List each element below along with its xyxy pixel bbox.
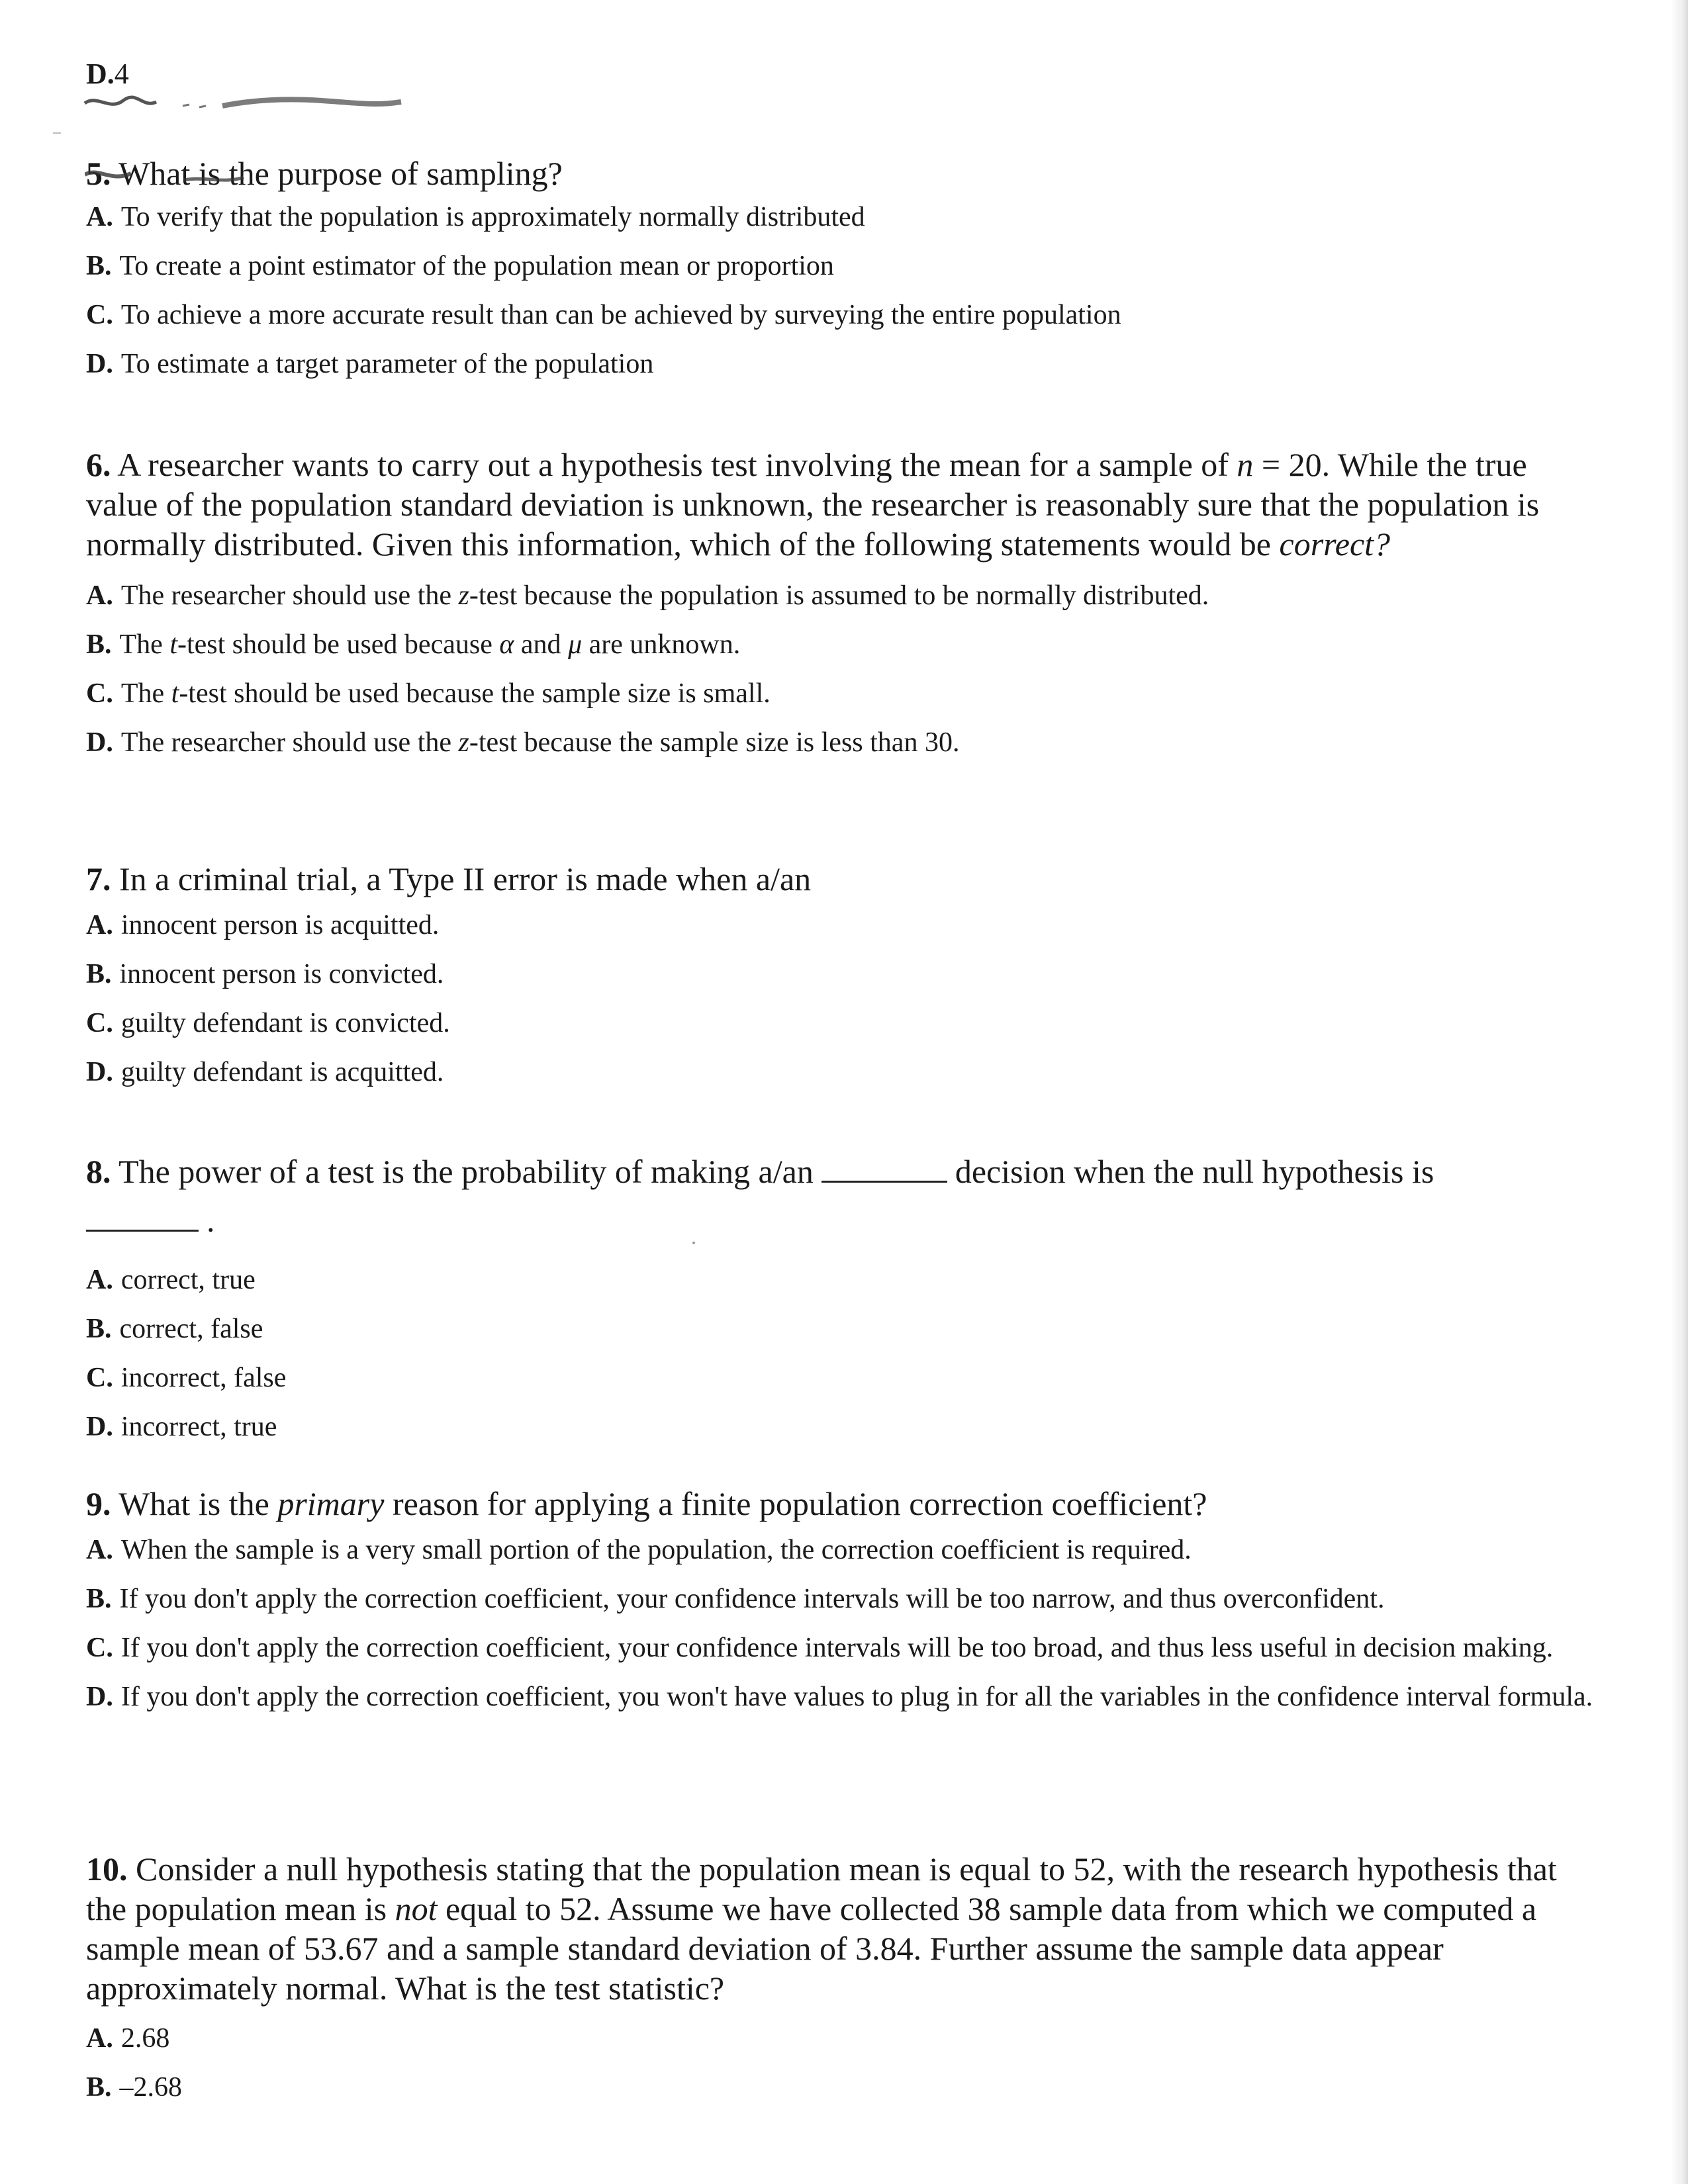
option-d: [86, 1410, 1602, 1444]
scan-speck: [692, 1242, 695, 1244]
option-text: guilty defendant is acquitted.: [120, 1057, 444, 1087]
option-b: [86, 957, 1602, 991]
option-text-part: -test because the population is assumed to be normally distributed.: [469, 580, 1209, 611]
option-letter: A.: [86, 1265, 113, 1295]
option-text: guilty defendant is convicted.: [120, 1008, 450, 1038]
option-letter: D.: [86, 349, 113, 379]
option-text-part: The: [120, 678, 171, 709]
option-text-part: -test because the sample size is less than 30.: [469, 727, 960, 758]
option-d: [86, 347, 1602, 381]
option-d: [86, 1055, 1602, 1089]
option-letter: D.: [86, 1682, 113, 1712]
option-b: [86, 1582, 1602, 1616]
variable-z: z: [458, 727, 469, 758]
question-6: [86, 445, 1602, 760]
option-d: [86, 1680, 1602, 1714]
option-b: [86, 2070, 1602, 2105]
option-text: If you don't apply the correction coefficient, your confidence intervals will be too broad, and thus less useful in decision making.: [120, 1633, 1554, 1663]
option-letter: B.: [86, 1584, 112, 1614]
option-letter: A.: [86, 2023, 113, 2054]
option-letter: B.: [86, 1314, 112, 1344]
variable-t: t: [169, 629, 177, 660]
option-text-part: are unknown.: [582, 629, 741, 660]
question-6-stem: [86, 445, 1602, 564]
emphasis-primary: primary: [277, 1485, 385, 1522]
option-text: –2.68: [119, 2072, 183, 2103]
question-text-part: A researcher wants to carry out a hypothesis test involving the mean for a sample of: [117, 446, 1237, 483]
option-text: To estimate a target parameter of the population: [120, 349, 654, 379]
option-text: innocent person is convicted.: [119, 959, 444, 989]
option-c: [86, 1361, 1602, 1395]
option-text: correct, false: [119, 1314, 263, 1344]
option-text: When the sample is a very small portion of the population, the correction coefficient is required.: [120, 1535, 1192, 1565]
question-text-part: The power of a test is the probability of making a/an: [118, 1153, 814, 1190]
option-text: To create a point estimator of the population mean or proportion: [119, 251, 834, 281]
option-text-part: and: [514, 629, 569, 660]
answer-blank-2: [86, 1203, 199, 1232]
option-text-part: -test should be used because the sample size is small.: [179, 678, 771, 709]
option-text: To verify that the population is approximately normally distributed: [120, 202, 865, 232]
variable-t: t: [171, 678, 179, 709]
option-letter: C.: [86, 678, 113, 709]
option-letter: D.: [86, 1412, 113, 1442]
question-8-stem-end: [86, 1201, 1602, 1240]
option-letter: B.: [86, 959, 112, 989]
option-a: [86, 2021, 1602, 2056]
option-text: innocent person is acquitted.: [120, 910, 440, 940]
option-d: [86, 725, 1602, 760]
question-9-stem: [86, 1484, 1602, 1524]
option-a: [86, 578, 1602, 613]
option-a: [86, 200, 1602, 234]
option-letter: C.: [86, 1633, 113, 1663]
option-letter: B.: [86, 629, 112, 660]
question-8-stem: [86, 1152, 1602, 1191]
option-text: 2.68: [120, 2023, 170, 2054]
stem-period: .: [207, 1202, 215, 1239]
option-letter: A.: [86, 910, 113, 940]
previous-answer-value: 4: [114, 58, 129, 90]
option-text-part: The researcher should use the: [120, 727, 459, 758]
question-text-part: reason for applying a finite population correction coefficient?: [384, 1485, 1207, 1522]
variable-n: n: [1237, 446, 1254, 483]
symbol-mu: μ: [568, 629, 583, 660]
strike-scribble: [85, 160, 350, 193]
question-number: 9.: [86, 1485, 111, 1522]
option-b: [86, 249, 1602, 283]
variable-z: z: [458, 580, 469, 611]
previous-answer: [86, 57, 129, 91]
option-text: correct, true: [120, 1265, 256, 1295]
question-number: 10.: [86, 1850, 128, 1888]
margin-mark: [53, 132, 61, 134]
question-7-stem: [86, 859, 1602, 899]
question-8: [86, 1152, 1602, 1444]
option-b: [86, 1312, 1602, 1346]
option-letter: D.: [86, 727, 113, 758]
pen-scribble: [83, 91, 414, 118]
question-10-stem: [86, 1849, 1602, 2008]
option-text-part: -test should be used because: [177, 629, 500, 660]
option-letter: C.: [86, 300, 113, 330]
question-number: 6.: [86, 446, 111, 483]
question-number: 8.: [86, 1153, 111, 1190]
option-b: [86, 627, 1602, 662]
previous-answer-letter: D.: [86, 58, 115, 90]
option-text: To achieve a more accurate result than can be achieved by surveying the entire population: [120, 300, 1121, 330]
option-text: If you don't apply the correction coefficient, you won't have values to plug in for all the variables in the confidence interval formula.: [120, 1682, 1593, 1712]
option-letter: A.: [86, 580, 113, 611]
option-text-part: The researcher should use the: [120, 580, 459, 611]
question-text-part: decision when the null hypothesis is: [955, 1153, 1434, 1190]
emphasis-not: not: [395, 1890, 438, 1927]
question-text-part: = 20. While the true value of the population standard deviation is unknown, the researcher is reasonably sure that the population is normally distributed. Given this information, which of the following statements would be: [86, 446, 1540, 563]
question-text: What is the purpose of sampling?: [118, 155, 563, 192]
option-a: [86, 1533, 1602, 1567]
question-7: [86, 859, 1602, 1089]
question-9: [86, 1484, 1602, 1714]
option-c: [86, 676, 1602, 711]
option-letter: A.: [86, 1535, 113, 1565]
option-text: If you don't apply the correction coefficient, your confidence intervals will be too narrow, and thus overconfident.: [119, 1584, 1385, 1614]
option-letter: B.: [86, 251, 112, 281]
option-letter: A.: [86, 202, 113, 232]
question-text-part: equal to 52. Assume we have collected 38 sample data from which we computed a sample mean of 53.67 and a sample standard deviation of 3.84. Further assume the sample data appear approximately normal. What is the test statistic?: [86, 1890, 1537, 2007]
option-text: incorrect, true: [120, 1412, 277, 1442]
option-a: [86, 908, 1602, 942]
option-a: [86, 1263, 1602, 1297]
option-c: [86, 1631, 1602, 1665]
question-10: [86, 1849, 1602, 2105]
option-text-part: The: [119, 629, 170, 660]
option-letter: B.: [86, 2072, 112, 2103]
answer-blank-1: [821, 1154, 947, 1183]
option-letter: C.: [86, 1008, 113, 1038]
option-letter: D.: [86, 1057, 113, 1087]
question-text-part: Consider a null hypothesis stating that the population mean is equal to 52, with the research hypothesis that the population mean is: [86, 1850, 1557, 1927]
question-number: 5.: [86, 155, 111, 192]
question-number: 7.: [86, 860, 111, 897]
question-text-part: What is the: [118, 1485, 278, 1522]
question-text: In a criminal trial, a Type II error is made when a/an: [119, 860, 812, 897]
option-text: incorrect, false: [120, 1363, 287, 1393]
emphasis-correct: correct?: [1279, 525, 1391, 563]
option-c: [86, 1006, 1602, 1040]
option-c: [86, 298, 1602, 332]
scan-edge-shadow: [1671, 0, 1688, 2184]
option-letter: C.: [86, 1363, 113, 1393]
symbol-alpha: α: [499, 629, 514, 660]
